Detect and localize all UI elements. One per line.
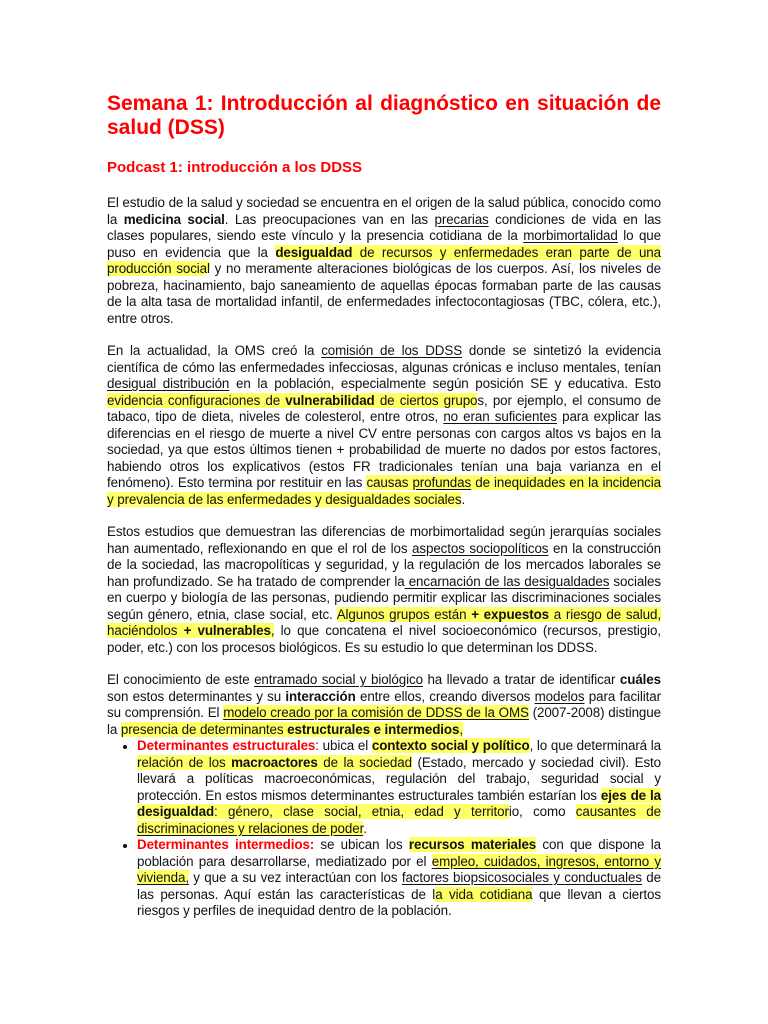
text: evidencia configuraciones de [107, 392, 286, 408]
text: (2007-2008) distingue la [107, 705, 661, 737]
underlined-term: entramado social y biológico [254, 672, 423, 687]
bold-term: cuáles [619, 672, 661, 687]
bold-term: macroactores [231, 754, 318, 770]
text: en la construcción de la sociedad, las macropolíticas y seguridad, y la regulación de los mercados laborales se han profundizado. Se ha tratado de comprender la [107, 540, 662, 589]
text: causas [366, 475, 413, 490]
underlined-term: factores biopsicosociales y conductuales [401, 870, 642, 885]
paragraph-3 [107, 524, 661, 656]
highlight [121, 722, 463, 737]
text: causantes de [575, 804, 661, 819]
underlined-term: desigual distribución [107, 376, 230, 391]
bold-term: interacción [285, 688, 356, 704]
text: de la sociedad [317, 754, 412, 770]
text: . [363, 820, 367, 836]
term-intermediate: Determinantes intermedios: [137, 837, 315, 852]
podcast-subtitle: Podcast 1: introducción a los DDSS [107, 159, 363, 176]
list-item-structural [137, 738, 661, 837]
text: que llevan a ciertos riesgos y perfiles de inequidad dentro de la población. [137, 886, 661, 918]
text: presencia de determinantes [120, 721, 288, 737]
term-structural: Determinantes estructurales [137, 738, 316, 753]
bold-term: + expuestos [471, 606, 550, 622]
text: El conocimiento de este [107, 672, 255, 687]
text: entre ellos, creando diversos [355, 688, 535, 704]
text: , [270, 623, 275, 638]
text: io, como [508, 804, 576, 819]
highlight [409, 837, 536, 852]
bold-term: ejes de la desigualdad [137, 787, 661, 819]
bold-term: contexto social y político [371, 738, 530, 753]
text: se ubican los [314, 837, 409, 852]
underlined-term: discriminaciones y relaciones de poder [137, 820, 364, 836]
text: condiciones de vida en las clases populares, siendo este vínculo y la presencia cotidiana de la [107, 211, 662, 243]
text: . Las preocupaciones van en las [224, 211, 435, 227]
text: sociales en cuerpo y biología de las personas, pudiendo permitir explicar las discriminaciones sociales según género, etnia, clase social, etc. [107, 573, 661, 622]
text: a riesgo de salud, haciéndolos [107, 606, 661, 638]
text: El estudio de la salud y sociedad se encuentra en el origen de la salud pública, conocido como la [107, 195, 661, 227]
highlight [137, 755, 412, 770]
text: s, por ejemplo, el consumo de tabaco, tipo de dieta, niveles de colesterol, entre otros, [107, 392, 661, 424]
text: para facilitar su comprensión. El [107, 688, 661, 720]
text: de las personas. Aquí están las características de l [137, 870, 661, 902]
text: a vida cotidiana [435, 886, 533, 902]
page-title: Semana 1: Introducción al diagnóstico en situación de salud (DSS) [107, 92, 661, 139]
highlight [107, 393, 477, 408]
text: Estos estudios que demuestran las diferencias de morbimortalidad según jerarquías sociales han aumentado, reflexionando en que el rol de los [107, 524, 661, 556]
bold-term: desigualdad [275, 244, 353, 260]
highlight [223, 705, 529, 720]
text: de inequidades en la incidencia y prevalencia de las enfermedades y desigualdades sociales [107, 475, 661, 507]
text: . [461, 491, 466, 507]
highlight [372, 738, 530, 753]
text: ha llevado a tratar de identificar [422, 672, 620, 687]
text: lo que concatena el nivel socioeconómico (recursos, prestigio, poder, etc.) con los procesos biológicos. Es su estudio lo que determinan los DDSS. [107, 623, 661, 655]
text: : ubica el [315, 738, 372, 753]
bold-term: estructurales e intermedios [287, 721, 460, 737]
highlight [435, 887, 532, 902]
bold-term: medicina social [123, 211, 225, 227]
text: , lo que determinará la [529, 738, 661, 753]
text: , [459, 721, 463, 737]
underlined-term: empleo, cuidados, ingresos, entorno y vivienda, [137, 853, 662, 885]
text: : género, clase social, etnia, edad y territor [214, 804, 509, 819]
paragraph-1 [107, 195, 661, 327]
text: (Estado, mercado y sociedad civil). Esto llevará a políticas macroeconómicas, regulación del trabajo, seguridad social y protección. En estos mismos determinantes estructurales también estarían los [137, 754, 662, 803]
underlined-term: profundas [412, 475, 472, 490]
paragraph-4 [107, 672, 661, 738]
underlined-term: no eran suficientes [443, 409, 557, 424]
text: relación de los [137, 754, 232, 770]
underlined-term: morbimortalidad [523, 228, 618, 243]
text: en la población, especialmente según posición SE y educativa. Esto [229, 376, 662, 391]
underlined-term: precarias [434, 211, 489, 227]
determinants-list [107, 738, 661, 920]
underlined-term: encarnación de las desigualdades [404, 573, 610, 589]
text: lo que puso en evidencia que la [107, 228, 661, 260]
bold-term: recursos materiales [408, 837, 537, 852]
text: de ciertos grupo [374, 392, 478, 408]
text: y que a su vez interactúan con los [188, 870, 402, 885]
text: con que dispone la población para desarrollarse, mediatizado por el [137, 837, 661, 869]
underlined-term: aspectos sociopolíticos [412, 540, 549, 556]
underlined-term: modelo creado por la comisión de DDSS de la OMS [223, 705, 529, 720]
text: En la actualidad, la OMS creó la [107, 343, 322, 358]
underlined-term: modelos [534, 688, 585, 704]
bold-term: vulnerabilidad [285, 392, 375, 408]
text: donde se sintetizó la evidencia científica de cómo las enfermedades infecciosas, algunas crónicas e incluso mentales, tenían [107, 343, 662, 375]
underlined-term: comisión de los DDSS [321, 343, 463, 358]
text: para explicar las diferencias en el riesgo de muerte a nivel CV entre personas con cargos altos vs bajos en la sociedad, ya que estos últimos tienen + probabilidad de muerte no dados por estos factores, habiendo otros los explicativos (estos FR tradicionales tenían una baja varianza en el fenómeno). Esto termina por restituir en las [107, 409, 661, 490]
bold-term: + vulnerables [183, 623, 271, 638]
list-item-intermediate [137, 837, 661, 920]
text: Algunos grupos están [336, 606, 472, 622]
paragraph-2 [107, 343, 661, 508]
text: son estos determinantes y su [107, 688, 286, 704]
text: de recursos y enfermedades eran parte de una producción social [107, 244, 661, 276]
text: y no meramente alteraciones biológicas de los cuerpos. Así, los niveles de pobreza, hacinamiento, bajo saneamiento de aquellas épocas formaban parte de las causas de la alta tasa de mortalidad infantil, de enfermedades infectocontagiosas (TBC, cólera, etc.), entre otros. [107, 261, 661, 326]
